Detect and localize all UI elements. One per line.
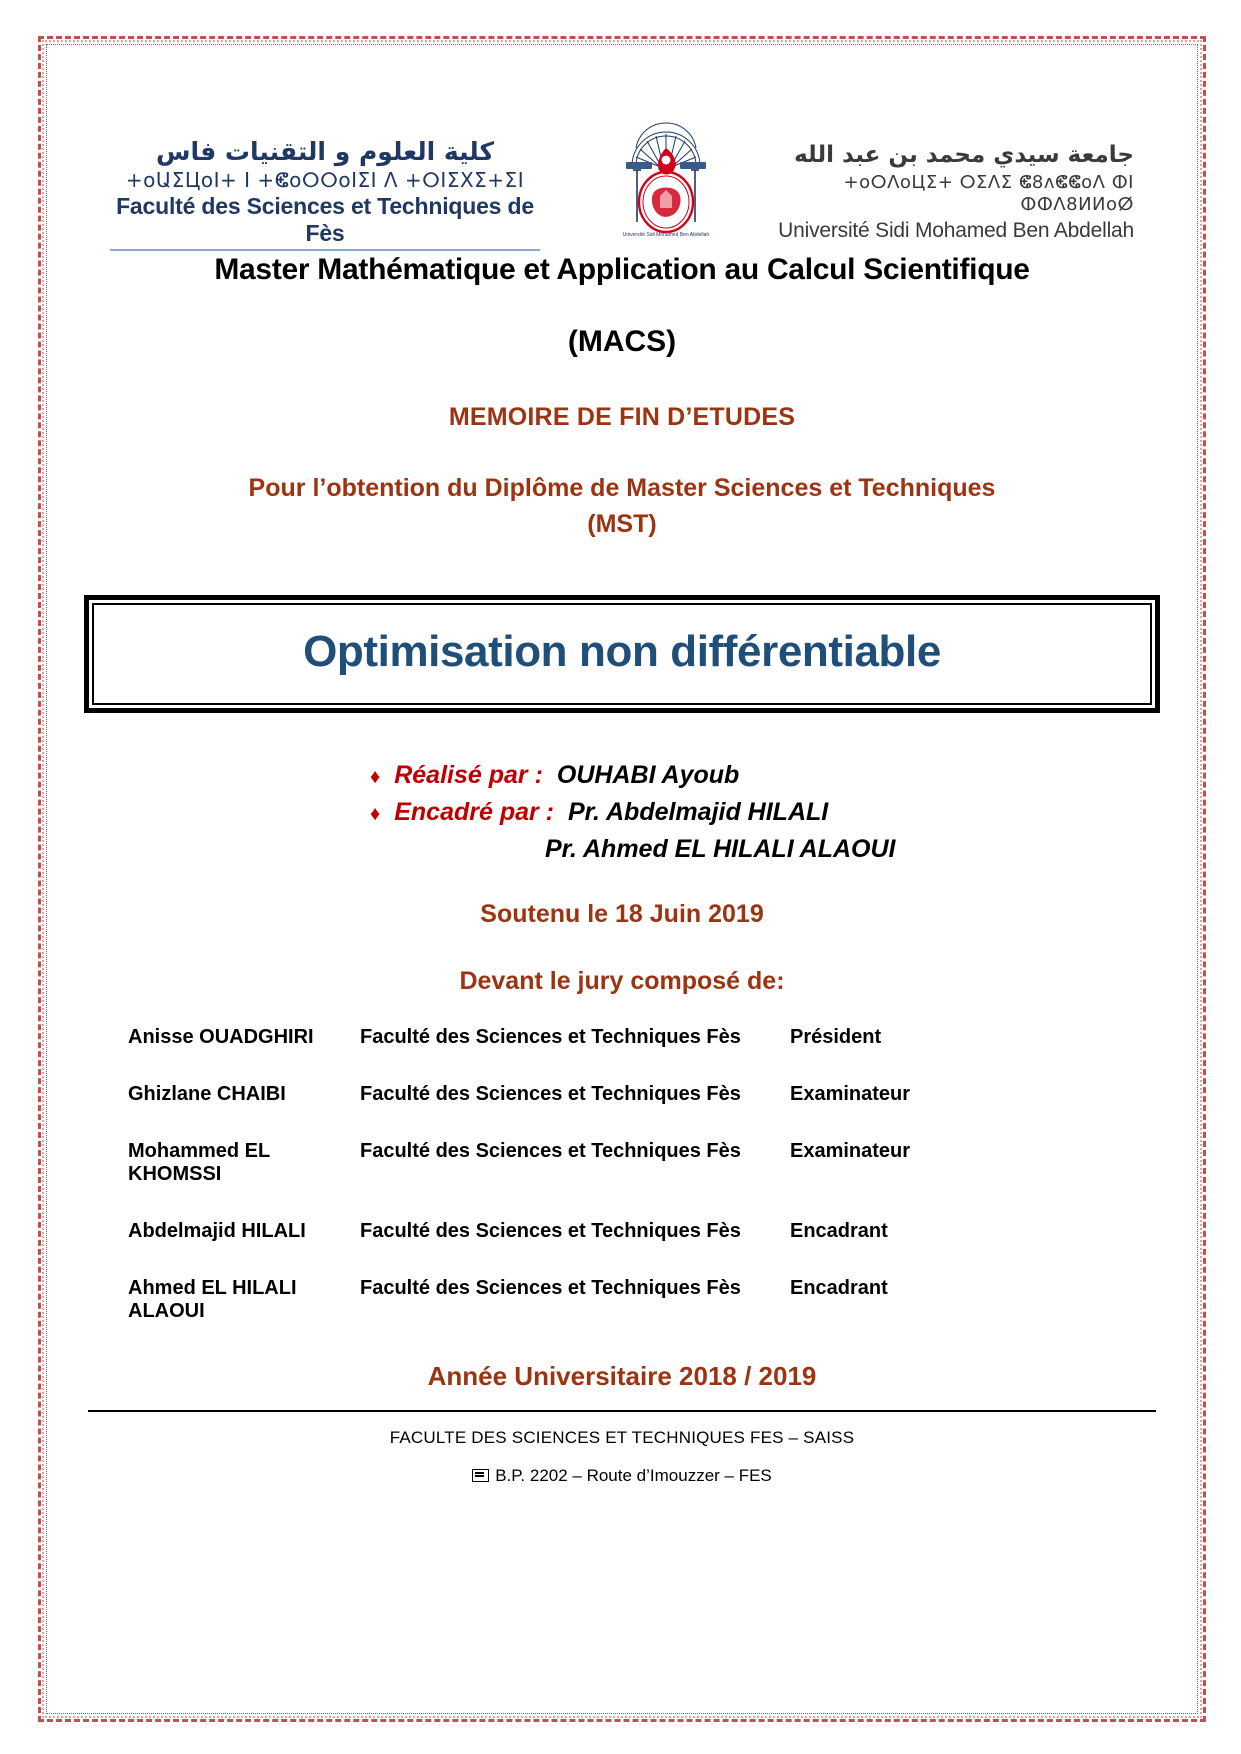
jury-table bbox=[70, 1026, 1174, 1323]
footer-address: B.P. 2202 – Route d’Imouzzer – FES bbox=[495, 1465, 772, 1485]
purpose-line-1: Pour l’obtention du Diplôme de Master Sciences et Techniques bbox=[248, 474, 996, 502]
footer-divider bbox=[88, 1410, 1156, 1412]
page-content bbox=[70, 70, 1174, 1688]
purpose-line-2: (MST) bbox=[587, 510, 657, 539]
jury-heading: Devant le jury composé de: bbox=[459, 966, 785, 995]
document-type-heading: MEMOIRE DE FIN D’ETUDES bbox=[448, 403, 796, 431]
university-crest-icon bbox=[614, 100, 718, 240]
realise-label: Réalisé par : bbox=[394, 760, 543, 789]
university-name-arabic: جامعة سيدي محمد بن عبد الله bbox=[794, 142, 1134, 168]
table-row bbox=[70, 1220, 1174, 1243]
author-line-realise bbox=[370, 761, 1174, 790]
jury-member-affiliation: Faculté des Sciences et Techniques Fès bbox=[360, 1219, 741, 1242]
footer-address-line bbox=[70, 1466, 1174, 1486]
faculty-name-arabic: كلية العلوم و التقنيات فاس bbox=[155, 137, 495, 166]
encadre-value-second: Pr. Ahmed EL HILALI ALAOUI bbox=[545, 834, 896, 863]
faculty-name-french: Faculté des Sciences et Techniques de Fès bbox=[110, 193, 540, 251]
jury-member-role: Encadrant bbox=[790, 1219, 888, 1242]
diamond-bullet-icon: ♦ bbox=[370, 802, 381, 825]
table-row bbox=[70, 1083, 1174, 1106]
academic-year: Année Universitaire 2018 / 2019 bbox=[427, 1360, 817, 1391]
defense-date: Soutenu le 18 Juin 2019 bbox=[480, 899, 764, 928]
jury-member-affiliation: Faculté des Sciences et Techniques Fès bbox=[360, 1139, 741, 1162]
jury-member-role: Examinateur bbox=[790, 1139, 911, 1162]
thesis-title: Optimisation non différentiable bbox=[303, 626, 941, 676]
program-master-line: Master Mathématique et Application au Calcul Scientifique bbox=[214, 253, 1030, 286]
jury-member-name: Anisse OUADGHIRI bbox=[128, 1025, 314, 1048]
thesis-title-box-wrap bbox=[70, 595, 1174, 713]
university-name-tifinagh: +oⵔΛoЦΣ+ ⵔΣΛΣ ⵞ8ʌⵞⵞoΛ ⵀI ⵀⵀΛ8ИИoⵁ bbox=[843, 171, 1134, 216]
jury-member-role: Examinateur bbox=[790, 1082, 911, 1105]
university-name-french: Université Sidi Mohamed Ben Abdellah bbox=[778, 218, 1134, 242]
jury-member-name: Abdelmajid HILALI bbox=[128, 1219, 306, 1242]
page-header bbox=[70, 70, 1174, 245]
faculty-logo-block bbox=[110, 100, 540, 251]
thesis-title-box-outer bbox=[84, 595, 1160, 713]
jury-member-name: Ghizlane CHAIBI bbox=[128, 1082, 286, 1105]
mail-icon bbox=[472, 1469, 489, 1482]
table-row bbox=[70, 1140, 1174, 1186]
university-text-block bbox=[732, 100, 1134, 243]
faculty-name-tifinagh: +oԱΣЦoI+ I +ⵞoⵔⵔoIΣI Λ +ⵔIΣXΣ+ΣI bbox=[125, 167, 525, 192]
jury-member-affiliation: Faculté des Sciences et Techniques Fès bbox=[360, 1025, 741, 1048]
encadre-value: Pr. Abdelmajid HILALI bbox=[568, 797, 829, 826]
realise-value: OUHABI Ayoub bbox=[556, 760, 740, 789]
encadre-label: Encadré par : bbox=[394, 797, 554, 826]
jury-member-name: Mohammed EL KHOMSSI bbox=[128, 1139, 270, 1185]
table-row bbox=[70, 1026, 1174, 1049]
thesis-title-box-inner bbox=[92, 603, 1152, 705]
authors-block bbox=[70, 761, 1174, 864]
jury-member-affiliation: Faculté des Sciences et Techniques Fès bbox=[360, 1276, 741, 1299]
purpose-block bbox=[70, 470, 1174, 543]
jury-member-role: Président bbox=[790, 1025, 882, 1048]
jury-member-affiliation: Faculté des Sciences et Techniques Fès bbox=[360, 1082, 741, 1105]
diamond-bullet-icon: ♦ bbox=[370, 765, 381, 788]
svg-text:Université Sidi Mohamed Ben Ab: Université Sidi Mohamed Ben Abdellah bbox=[622, 232, 710, 238]
author-line-encadre bbox=[370, 798, 1174, 827]
university-logo-block bbox=[614, 100, 1134, 243]
program-acronym: (MACS) bbox=[567, 325, 677, 358]
footer-institution: FACULTE DES SCIENCES ET TECHNIQUES FES – SAISS bbox=[389, 1427, 855, 1447]
jury-member-name: Ahmed EL HILALI ALAOUI bbox=[128, 1276, 297, 1322]
table-row bbox=[70, 1277, 1174, 1323]
jury-member-role: Encadrant bbox=[790, 1276, 888, 1299]
